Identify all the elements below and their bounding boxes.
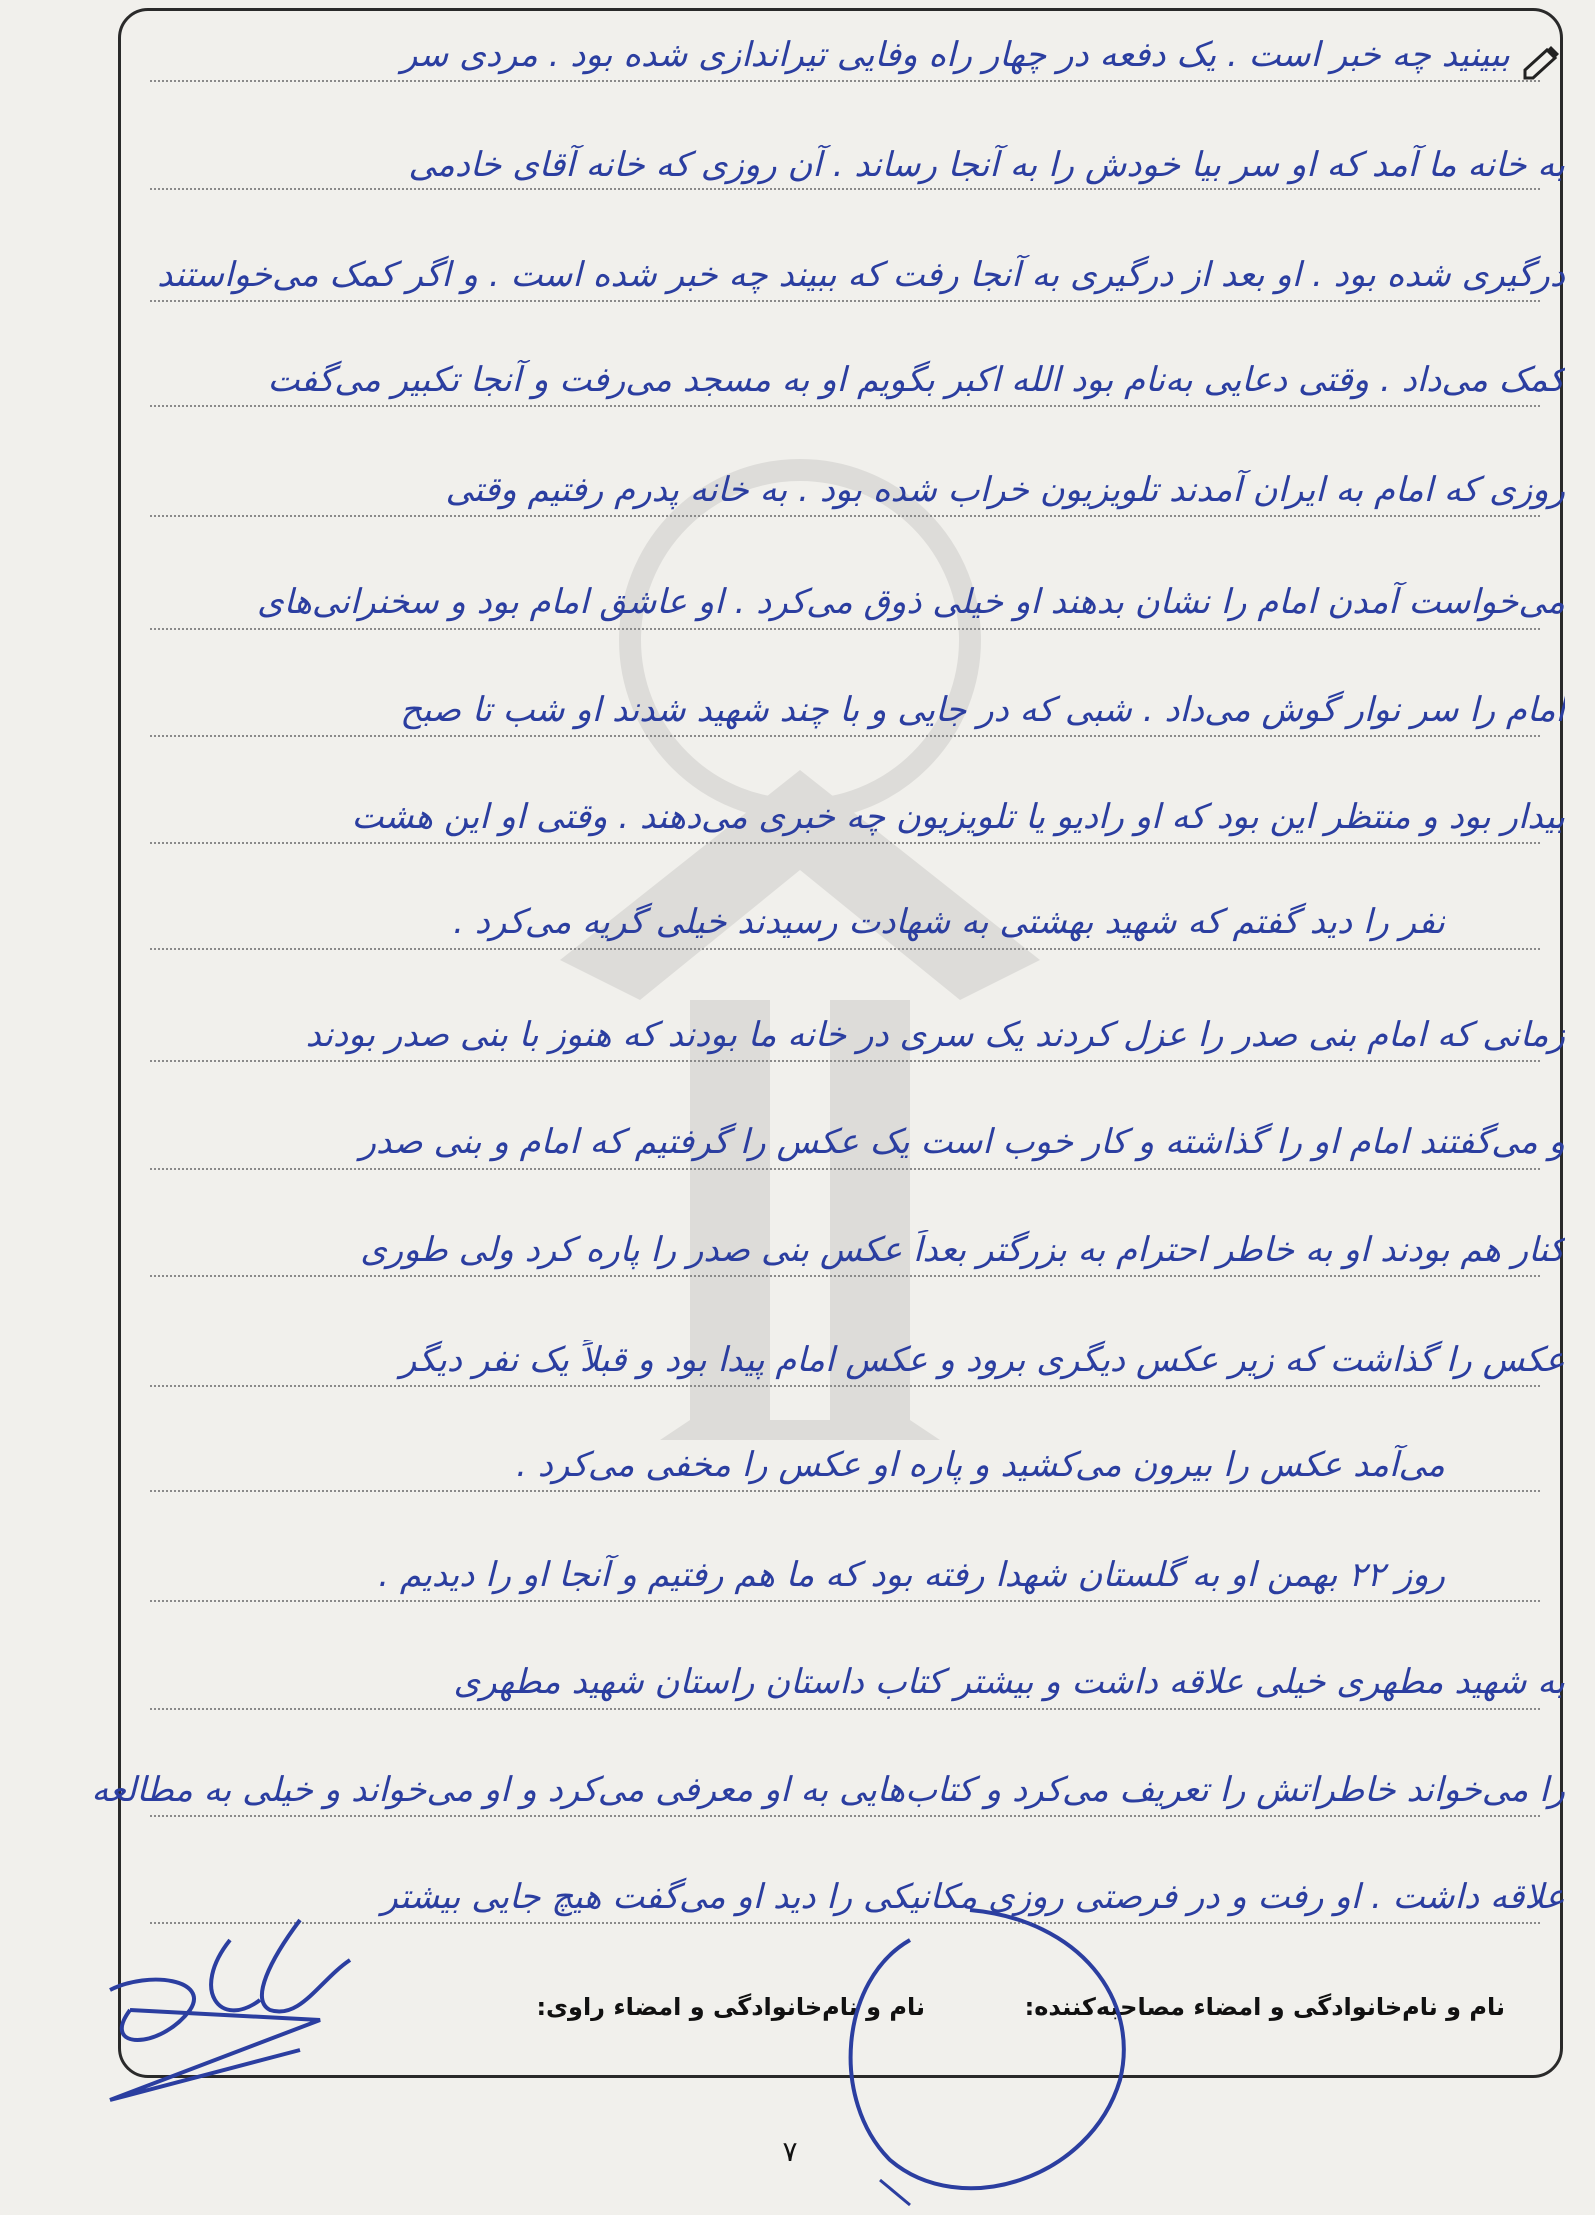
page-number: ۷ xyxy=(782,2135,798,2168)
handwritten-line: را می‌خواند خاطراتش را تعریف می‌کرد و کتاب‌هایی به او معرفی می‌کرد و او می‌خواند و خیلی به مطالعه xyxy=(91,1770,1565,1810)
handwritten-line: زمانی که امام بنی صدر را عزل کردند یک سری در خانه ما بودند که هنوز با بنی صدر بودند xyxy=(305,1015,1565,1055)
pen-icon xyxy=(1521,40,1565,84)
interviewer-signature-label: نام و نام‌خانوادگی و امضاء مصاحبه‌کننده: xyxy=(1024,1993,1505,2021)
handwritten-line: امام را سر نوار گوش می‌داد . شبی که در جایی و با چند شهید شدند او شب تا صبح xyxy=(400,690,1565,730)
handwritten-line: روز ۲۲ بهمن او به گلستان شهدا رفته بود که ما هم رفتیم و آنجا او را دیدیم . xyxy=(378,1555,1445,1595)
handwritten-line: درگیری شده بود . او بعد از درگیری به آنجا رفت که ببیند چه خبر شده است . و اگر کمک می‌خواستند xyxy=(157,255,1565,295)
handwritten-line: کنار هم بودند او به خاطر احترام به بزرگتر بعداً عکس بنی صدر را پاره کرد ولی طوری xyxy=(360,1230,1565,1270)
handwritten-line: به خانه ما آمد که او سر بیا خودش را به آنجا رساند . آن روزی که خانه آقای خادمی xyxy=(408,145,1565,185)
handwritten-line: علاقه داشت . او رفت و در فرصتی روزی مکانیکی را دید او می‌گفت هیچ جایی بیشتر xyxy=(381,1877,1565,1917)
handwritten-line: عکس را گذاشت که زیر عکس دیگری برود و عکس امام پیدا بود و قبلاً یک نفر دیگر xyxy=(399,1340,1565,1380)
narrator-signature xyxy=(70,1900,370,2140)
handwritten-line: ببینید چه خبر است . یک دفعه در چهار راه وفایی تیراندازی شده بود . مردی سر xyxy=(401,35,1510,75)
handwritten-line: نفر را دید گفتم که شهید بهشتی به شهادت رسیدند خیلی گریه می‌کرد . xyxy=(453,902,1445,942)
interviewer-signature xyxy=(820,1880,1140,2210)
narrator-signature-label: نام و نام‌خانوادگی و امضاء راوی: xyxy=(536,1993,925,2021)
handwritten-line: به شهید مطهری خیلی علاقه داشت و بیشتر کتاب داستان راستان شهید مطهری xyxy=(453,1662,1565,1702)
handwritten-line: می‌خواست آمدن امام را نشان بدهند او خیلی ذوق می‌کرد . او عاشق امام بود و سخنرانی‌های xyxy=(257,582,1565,622)
handwritten-line: می‌آمد عکس را بیرون می‌کشید و پاره او عکس را مخفی می‌کرد . xyxy=(516,1445,1445,1485)
handwritten-line: و می‌گفتند امام او را گذاشته و کار خوب است یک عکس را گرفتیم که امام و بنی صدر xyxy=(359,1122,1565,1162)
handwritten-line: کمک می‌داد . وقتی دعایی به‌نام بود الله اکبر بگویم او به مسجد می‌رفت و آنجا تکبیر می‌گفت xyxy=(267,360,1565,400)
handwritten-line: بیدار بود و منتظر این بود که او رادیو یا تلویزیون چه خبری می‌دهند . وقتی او این هشت xyxy=(351,797,1565,837)
handwritten-line: روزی که امام به ایران آمدند تلویزیون خراب شده بود . به خانه پدرم رفتیم وقتی xyxy=(445,470,1565,510)
